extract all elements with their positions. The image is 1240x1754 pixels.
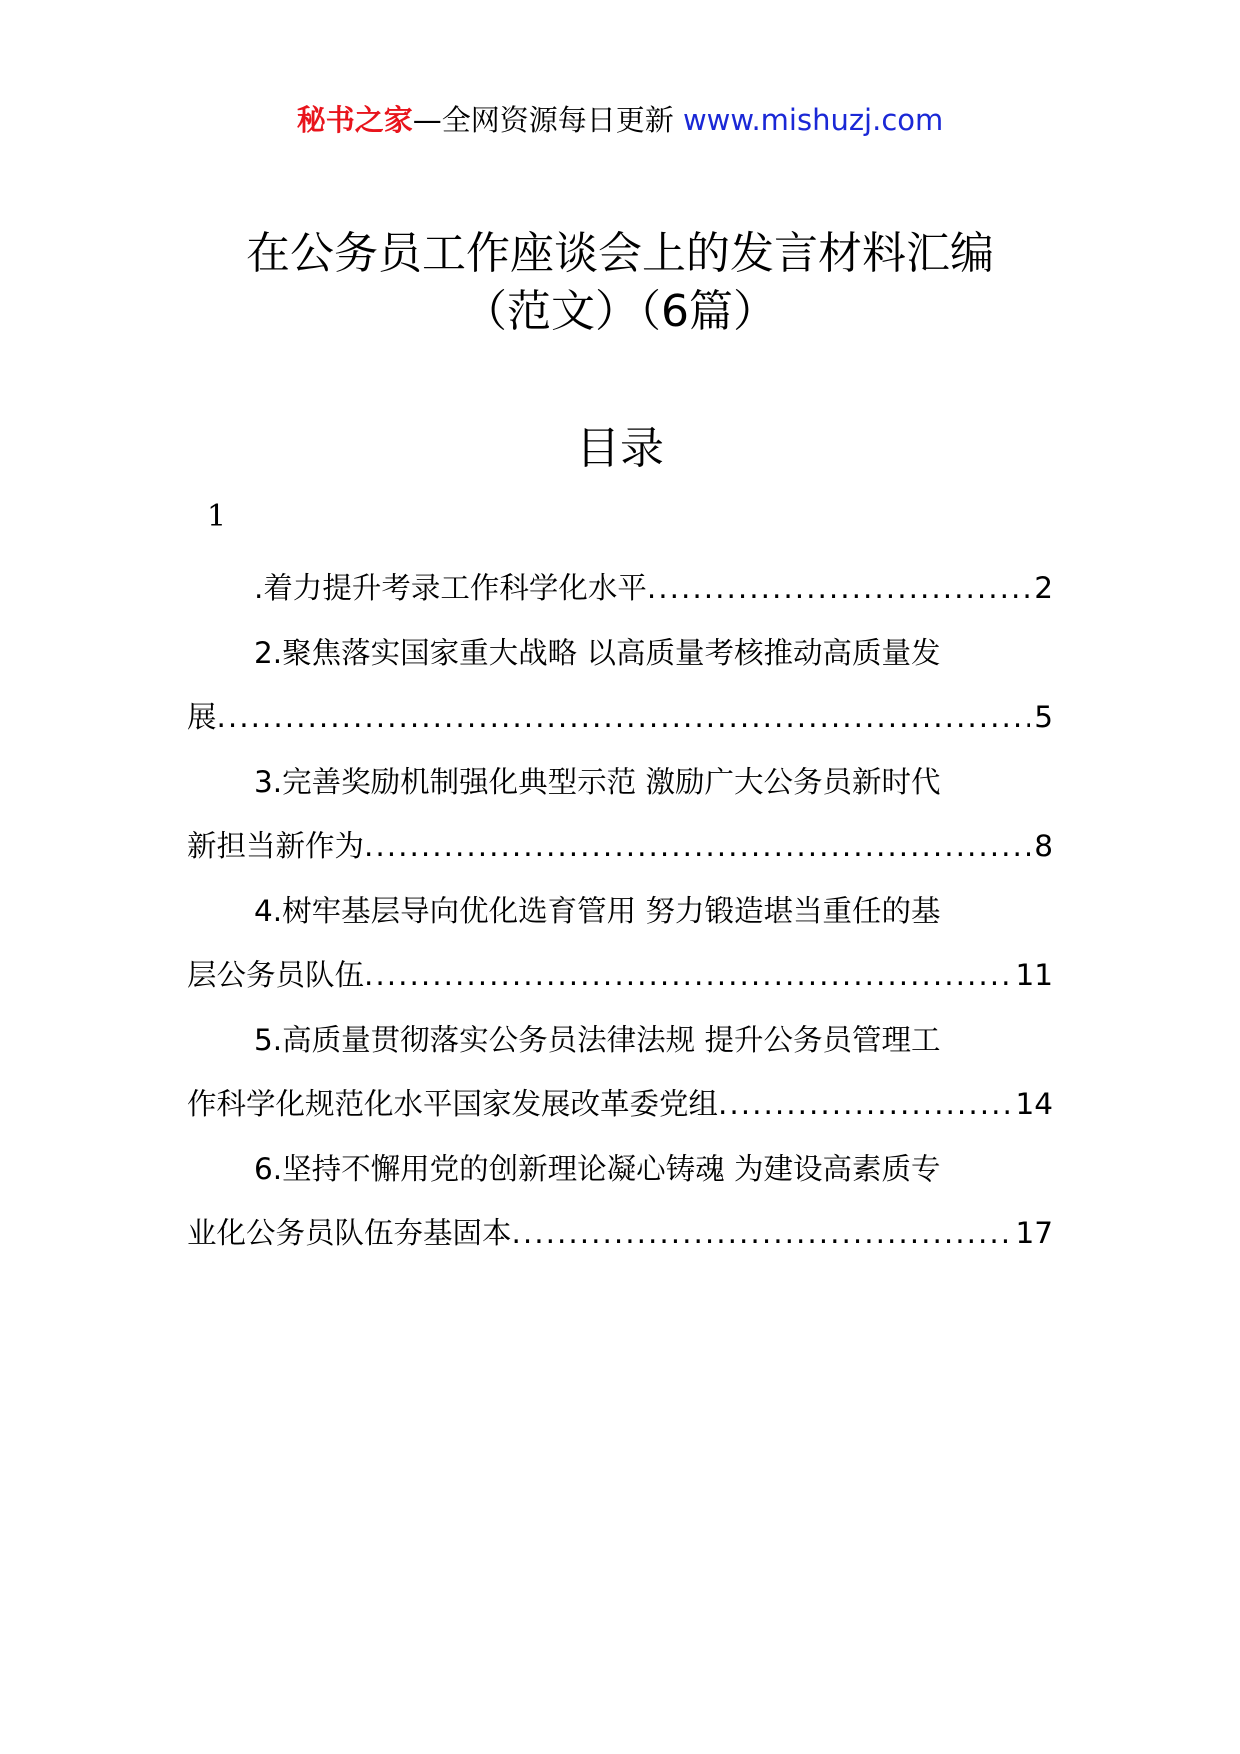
toc-entry-title: 3.完善奖励机制强化典型示范 激励广大公务员新时代 — [254, 764, 941, 799]
toc-entry-title-cont: 业化公务员队伍夯基固本 — [187, 1216, 512, 1250]
toc-entry-title-cont: 作科学化规范化水平国家发展改革委党组 — [187, 1087, 719, 1121]
site-url-link[interactable]: www.mishuzj.com — [682, 103, 944, 137]
toc-leader-dots — [364, 943, 1011, 1008]
toc-leader-dots — [217, 685, 1031, 750]
toc-entry-title-cont: 展 — [187, 700, 217, 734]
document-title — [0, 225, 1240, 341]
brand-name: 秘书之家 — [296, 103, 413, 137]
toc-leader-dots — [647, 556, 1030, 621]
toc-entry-title: 5.高质量贯彻落实公务员法律法规 提升公务员管理工 — [254, 1022, 941, 1057]
toc-entry-page: 17 — [1015, 1216, 1053, 1250]
title-line-1: 在公务员工作座谈会上的发言材料汇编 — [246, 228, 994, 279]
toc-entry-page: 5 — [1034, 700, 1053, 734]
toc-entry[interactable] — [187, 621, 1053, 750]
toc-lone-number: 1 — [207, 499, 227, 534]
toc-leader-dots — [718, 1072, 1011, 1137]
toc-entry[interactable] — [187, 1137, 1053, 1266]
toc-entry-title: .着力提升考录工作科学化水平 — [254, 571, 647, 605]
site-header — [0, 100, 1240, 140]
toc-heading: 目录 — [576, 423, 664, 474]
toc-entry-title: 4.树牢基层导向优化选育管用 努力锻造堪当重任的基 — [254, 893, 941, 928]
toc-entry[interactable] — [187, 750, 1053, 879]
toc-entry-title: 6.坚持不懈用党的创新理论凝心铸魂 为建设高素质专 — [254, 1151, 941, 1186]
toc-entry-title: 2.聚焦落实国家重大战略 以高质量考核推动高质量发 — [254, 635, 941, 670]
table-of-contents — [187, 556, 1053, 1266]
toc-entry-page: 8 — [1034, 829, 1053, 863]
toc-entry[interactable] — [187, 556, 1053, 621]
toc-entry-title-cont: 层公务员队伍 — [187, 958, 365, 992]
toc-entry-page: 11 — [1015, 958, 1053, 992]
toc-entry-title-cont: 新担当新作为 — [187, 829, 365, 863]
header-tagline: —全网资源每日更新 — [412, 103, 674, 137]
toc-entry[interactable] — [187, 1008, 1053, 1137]
title-line-2: （范文）（6篇） — [463, 286, 777, 337]
toc-entry-page: 2 — [1034, 571, 1053, 605]
toc-entry-page: 14 — [1015, 1087, 1053, 1121]
toc-leader-dots — [512, 1201, 1012, 1266]
toc-entry[interactable] — [187, 879, 1053, 1008]
toc-leader-dots — [364, 814, 1030, 879]
